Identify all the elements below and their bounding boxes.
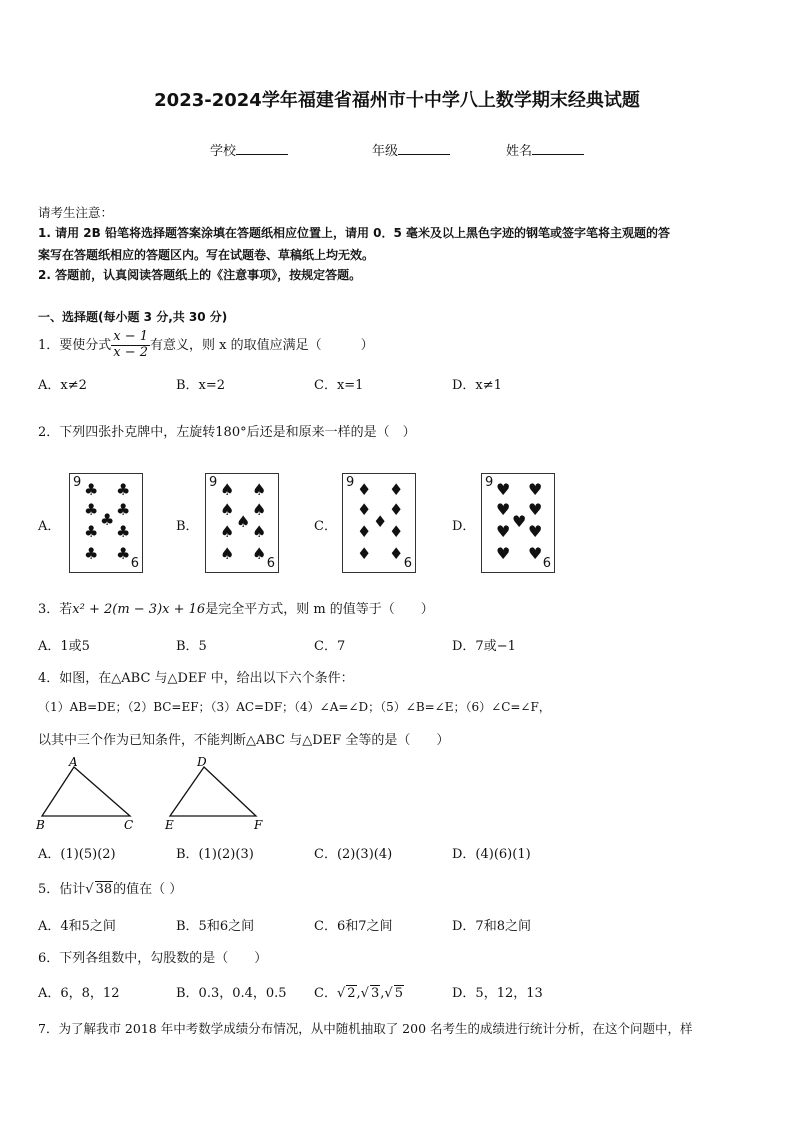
club-icon: ♣	[116, 522, 131, 541]
card-rank: 9	[73, 475, 82, 490]
triangle-abc	[42, 767, 130, 816]
vertex-label-b: B	[36, 818, 45, 832]
grade-field	[372, 140, 450, 159]
sqrt-sign: √	[360, 986, 369, 1001]
q1-option-a: A．x≠2	[38, 378, 87, 393]
question-6: 6．下列各组数中，勾股数的是（ ）	[38, 951, 268, 966]
q3-option-a: A．1或5	[38, 639, 90, 654]
playing-card-spades	[205, 473, 279, 573]
spade-icon: ♠	[220, 500, 235, 519]
spade-icon: ♠	[252, 522, 267, 541]
q6-option-d: D．5，12，13	[452, 986, 543, 1001]
q2-option-d: D．	[452, 519, 476, 534]
notes-title: 请考生注意：	[38, 205, 114, 220]
spade-icon: ♠	[220, 480, 235, 499]
q6-option-a: A．6，8，12	[38, 986, 120, 1001]
q1-fraction	[111, 330, 150, 361]
q3-prefix: 3．若	[38, 602, 73, 617]
question-3	[38, 598, 434, 617]
club-icon: ♣	[116, 500, 131, 519]
diamond-icon: ♦	[389, 500, 404, 519]
q4-option-a: A．(1)(5)(2)	[38, 847, 116, 862]
q4-conditions: （1）AB=DE；（2）BC=EF；（3）AC=DF；（4）∠A=∠D；（5）∠B=∠E；（6）∠C=∠F，	[38, 700, 551, 714]
q2-option-c: C．	[314, 519, 337, 534]
club-icon: ♣	[116, 544, 131, 563]
spade-icon: ♠	[252, 544, 267, 563]
club-icon: ♣	[84, 500, 99, 519]
diamond-icon: ♦	[373, 512, 388, 531]
card-corner: 6	[130, 556, 139, 571]
vertex-label-a: A	[69, 755, 78, 769]
heart-icon: ♥	[528, 480, 543, 499]
triangles-figure	[30, 754, 280, 834]
club-icon: ♣	[116, 480, 131, 499]
heart-icon: ♥	[528, 544, 543, 563]
q5-radicand: 38	[95, 882, 113, 897]
school-label: 学校	[210, 144, 237, 159]
q3-suffix: 是完全平方式，则 m 的值等于（ ）	[205, 602, 434, 617]
vertex-label-d: D	[197, 755, 207, 769]
q1-suffix: 有意义，则 x 的取值应满足（ ）	[150, 337, 374, 353]
q4-option-d: D．(4)(6)(1)	[452, 847, 531, 862]
q1-option-d: D．x≠1	[452, 378, 502, 393]
name-field	[506, 140, 584, 159]
q5-option-b: B．5和6之间	[176, 919, 255, 934]
note-line-2: 2. 答题前，认真阅读答题纸上的《注意事项》，按规定答题。	[38, 268, 362, 282]
spade-icon: ♠	[252, 500, 267, 519]
spade-icon: ♠	[252, 480, 267, 499]
section-title: 一、选择题(每小题 3 分,共 30 分)	[38, 310, 228, 324]
q4-question: 以其中三个作为已知条件，不能判断△ABC 与△DEF 全等的是（ ）	[38, 733, 450, 748]
heart-icon: ♥	[512, 512, 527, 531]
school-field	[210, 140, 288, 159]
q1-option-b: B．x=2	[176, 378, 226, 393]
name-blank	[532, 142, 584, 155]
q3-option-c: C．7	[314, 639, 346, 654]
question-5	[38, 878, 182, 897]
question-4: 4．如图，在△ABC 与△DEF 中，给出以下六个条件：	[38, 671, 354, 686]
card-rank: 9	[346, 475, 355, 490]
q6-c-radicand-1: 2	[347, 986, 356, 1001]
heart-icon: ♥	[496, 544, 511, 563]
q6-c-radicand-3: 5	[394, 986, 403, 1001]
name-label: 姓名	[506, 144, 533, 159]
spade-icon: ♠	[220, 522, 235, 541]
q5-option-c: C．6和7之间	[314, 919, 393, 934]
heart-icon: ♥	[528, 522, 543, 541]
diamond-icon: ♦	[389, 522, 404, 541]
q5-suffix: 的值在（ ）	[113, 882, 183, 897]
club-icon: ♣	[84, 522, 99, 541]
heart-icon: ♥	[496, 480, 511, 499]
heart-icon: ♥	[496, 500, 511, 519]
spade-icon: ♠	[236, 512, 251, 531]
q5-prefix: 5．估计	[38, 882, 86, 897]
page-title: 2023-2024学年福建省福州市十中学八上数学期末经典试题	[154, 90, 640, 111]
note-line-1b: 案写在答题纸相应的答题区内。写在试题卷、草稿纸上均无效。	[38, 248, 375, 262]
card-corner: 6	[266, 556, 275, 571]
playing-card-hearts	[481, 473, 555, 573]
card-rank: 9	[209, 475, 218, 490]
q1-denominator: x − 2	[113, 344, 149, 360]
q1-numerator: x − 1	[113, 329, 149, 344]
q3-option-d: D．7或−1	[452, 639, 516, 654]
q5-option-d: D．7和8之间	[452, 919, 531, 934]
vertex-label-f: F	[254, 818, 263, 832]
q5-option-a: A．4和5之间	[38, 919, 116, 934]
question-1	[38, 330, 374, 361]
club-icon: ♣	[100, 510, 115, 529]
sqrt-sign: √	[336, 986, 346, 1001]
q6-c-radicand-2: 3	[370, 986, 380, 1001]
heart-icon: ♥	[528, 500, 543, 519]
sqrt-sign: √	[85, 882, 94, 897]
sqrt-sign: √	[384, 986, 393, 1001]
grade-blank	[398, 142, 450, 155]
q4-option-c: C．(2)(3)(4)	[314, 847, 393, 862]
club-icon: ♣	[84, 544, 99, 563]
triangle-def	[170, 767, 256, 816]
school-blank	[236, 142, 288, 155]
grade-label: 年级	[372, 144, 399, 159]
card-corner: 6	[542, 556, 551, 571]
diamond-icon: ♦	[357, 522, 372, 541]
q6-option-b: B．0.3，0.4，0.5	[176, 986, 287, 1001]
q4-option-b: B．(1)(2)(3)	[176, 847, 254, 862]
question-2: 2．下列四张扑克牌中，左旋转180°后还是和原来一样的是（ ）	[38, 425, 416, 440]
vertex-label-e: E	[165, 818, 174, 832]
card-rank: 9	[485, 475, 494, 490]
q3-option-b: B．5	[176, 639, 207, 654]
q6-c-prefix: C．	[314, 986, 337, 1001]
diamond-icon: ♦	[357, 544, 372, 563]
playing-card-clubs	[69, 473, 143, 573]
note-line-1a: 1. 请用 2B 铅笔将选择题答案涂填在答题纸相应位置上，请用 0．5 毫米及以上黑色字迹的钢笔或签字笔将主观题的答	[38, 226, 670, 240]
q1-option-c: C．x=1	[314, 378, 364, 393]
playing-card-diamonds	[342, 473, 416, 573]
q3-expression: x² + 2(m − 3)x + 16	[72, 602, 206, 617]
heart-icon: ♥	[496, 522, 511, 541]
q2-option-b: B．	[176, 519, 199, 534]
diamond-icon: ♦	[389, 544, 404, 563]
diamond-icon: ♦	[389, 480, 404, 499]
q2-option-a: A．	[38, 519, 61, 534]
club-icon: ♣	[84, 480, 99, 499]
diamond-icon: ♦	[357, 480, 372, 499]
q6-option-c: C．√ 2,√ 3,√ 5	[314, 986, 403, 1001]
spade-icon: ♠	[220, 544, 235, 563]
vertex-label-c: C	[124, 818, 134, 832]
q1-prefix: 1．要使分式	[38, 337, 112, 353]
question-7: 7．为了解我市 2018 年中考数学成绩分布情况，从中随机抽取了 200 名考生的成绩进行统计分析，在这个问题中，样	[38, 1021, 693, 1036]
diamond-icon: ♦	[357, 500, 372, 519]
card-corner: 6	[403, 556, 412, 571]
